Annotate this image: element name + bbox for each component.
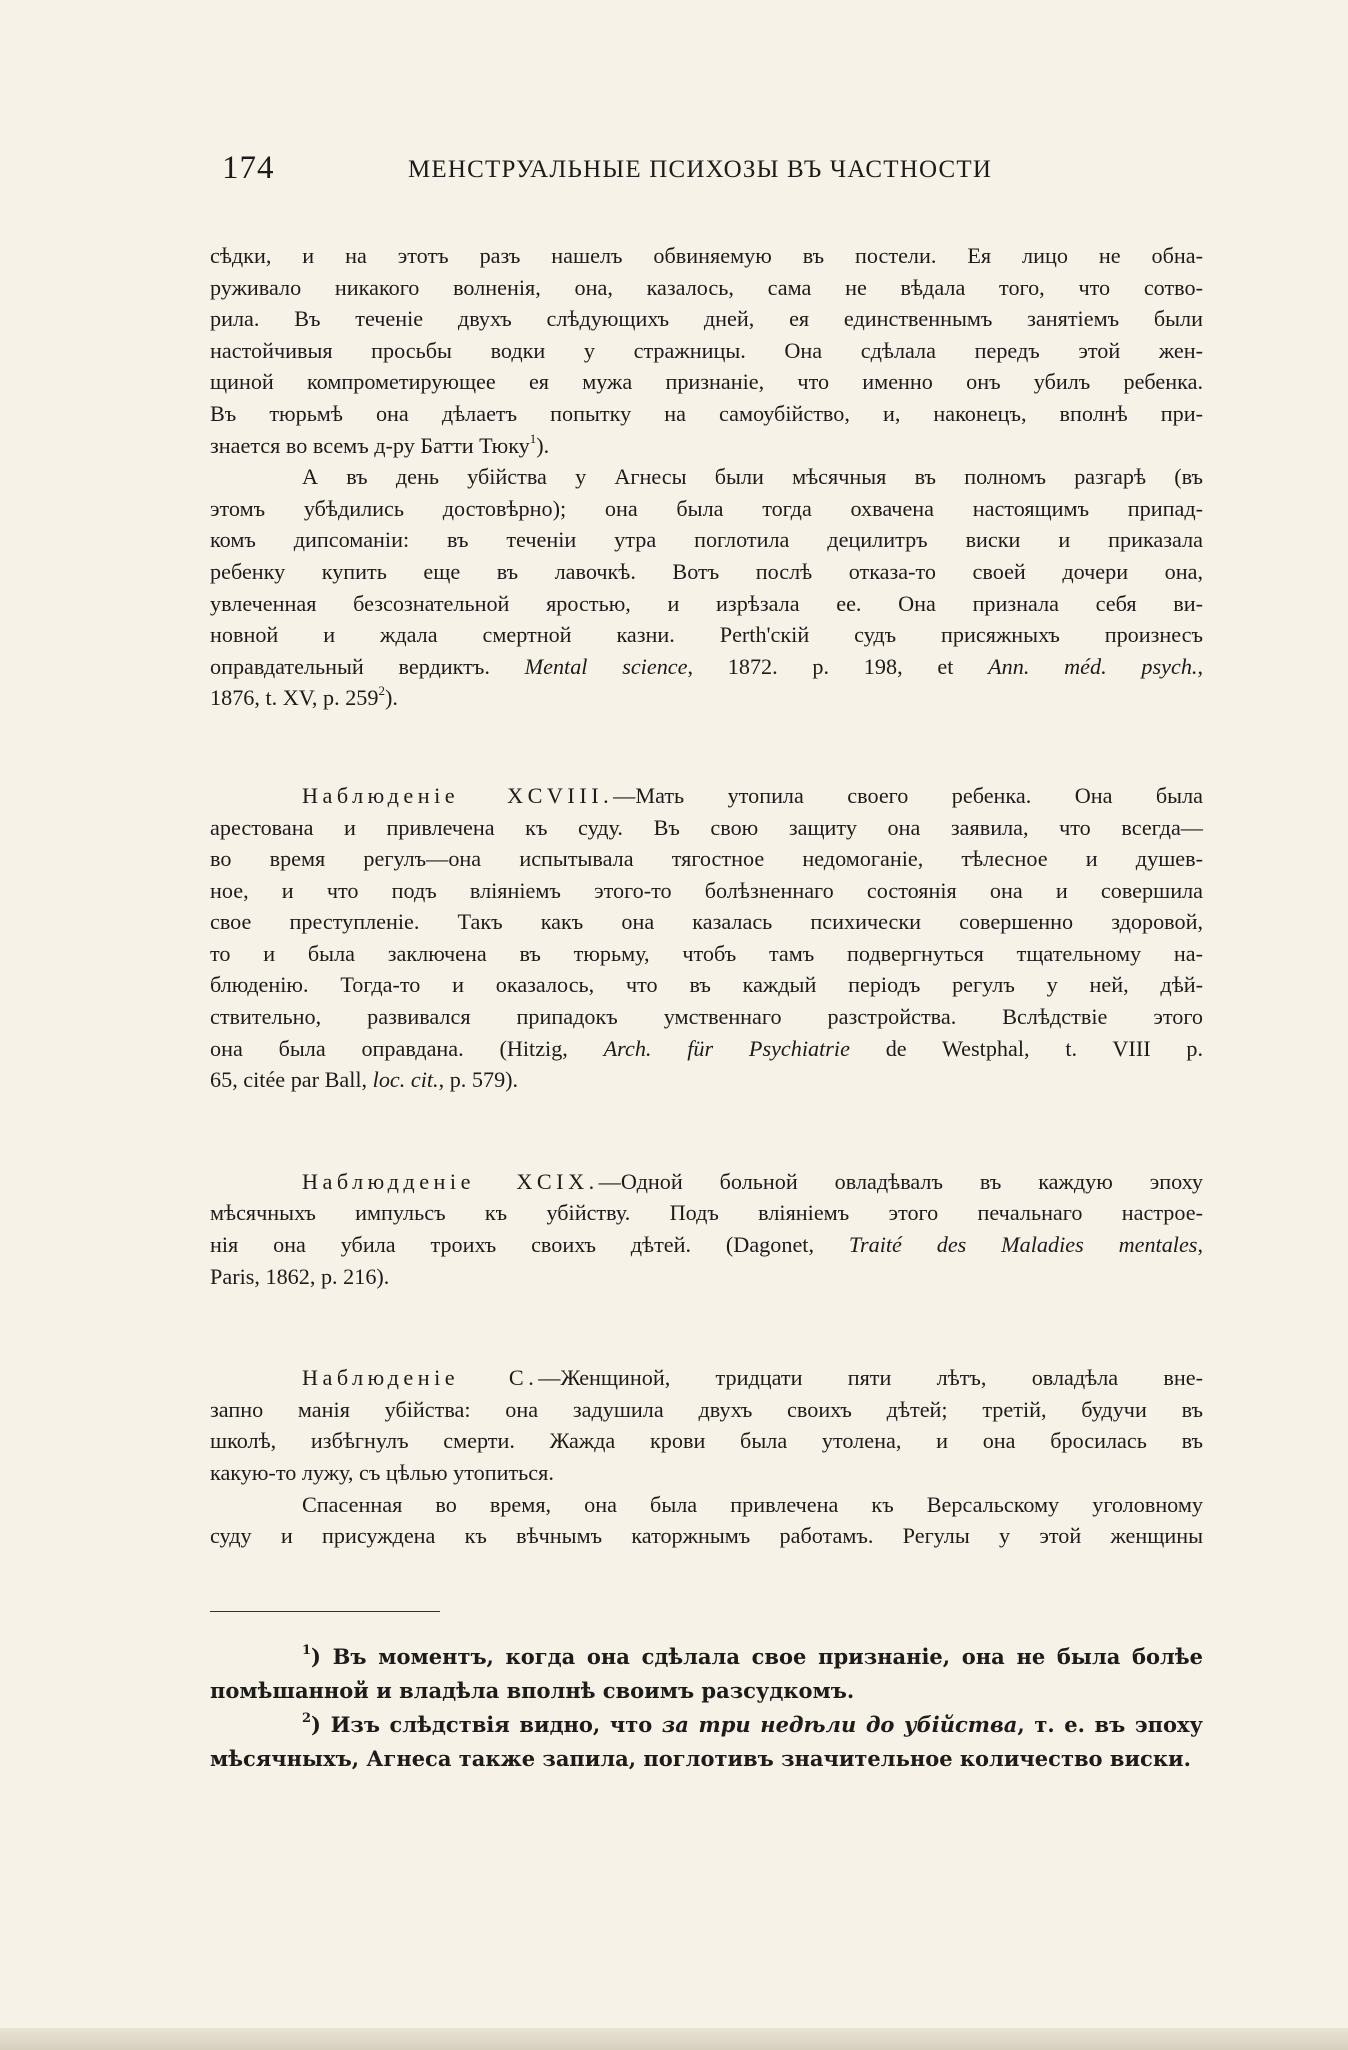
observation-100-line: Наблюденіе С.—Женщиной, тридцати пяти лѣтъ, овладѣла вне- bbox=[302, 1365, 1203, 1391]
text-line: рила. Въ теченіе двухъ слѣдующихъ дней, ея единственнымъ занятіемъ были bbox=[210, 306, 1203, 332]
text-line: Спасенная во время, она была привлечена къ Версальскому уголовному bbox=[302, 1491, 1203, 1517]
citation-title: loc. cit. bbox=[372, 1067, 439, 1093]
observation-label: Наблюдденіе XCIX. bbox=[302, 1168, 599, 1194]
text-line: ное, и что подъ вліяніемъ этого-то болѣзненнаго состоянія она и совершила bbox=[210, 877, 1203, 903]
text-line: увлеченная безсознательной яростью, и изрѣзала ее. Она признала себя ви- bbox=[210, 590, 1203, 616]
text-line: 65, citée par Ball, loc. cit., p. 579). bbox=[210, 1067, 519, 1093]
citation-title: Mental science bbox=[524, 653, 688, 679]
footnote-line: мѣсячныхъ, Агнеса также запила, поглотивъ значительное количество виски. bbox=[210, 1746, 1191, 1771]
footnote-line: помѣшанной и владѣла вполнѣ своимъ разсудкомъ. bbox=[210, 1678, 855, 1703]
text-line: какую-то лужу, съ цѣлью утопиться. bbox=[210, 1460, 554, 1485]
text-line: арестована и привлечена къ суду. Въ свою защиту она заявила, что всегда— bbox=[210, 814, 1203, 840]
text-line: щиной компрометирующее ея мужа признаніе, что именно онъ убилъ ребенка. bbox=[210, 369, 1203, 395]
text-line: настойчивыя просьбы водки у стражницы. Она сдѣлала передъ этой жен- bbox=[210, 337, 1203, 363]
text-line: во время регулъ—она испытывала тягостное недомоганіе, тѣлесное и душев- bbox=[210, 846, 1203, 872]
footnote-divider bbox=[210, 1611, 440, 1612]
running-title: МЕНСТРУАЛЬНЫЕ ПСИХОЗЫ ВЪ ЧАСТНОСТИ bbox=[408, 156, 993, 183]
citation-title: Ann. méd. psych. bbox=[988, 653, 1198, 679]
text-line: школѣ, избѣгнулъ смерти. Жажда крови была утолена, и она бросилась въ bbox=[210, 1428, 1203, 1454]
text-line: этомъ убѣдились достовѣрно); она была тогда охвачена настоящимъ припад- bbox=[210, 495, 1203, 521]
main-text bbox=[210, 240, 1203, 1552]
text-line: оправдательный вердиктъ. Mental science, 1872. p. 198, et Ann. méd. psych., bbox=[210, 653, 1204, 679]
text-line: комъ дипсоманіи: въ теченіи утра поглотила децилитръ виски и приказала bbox=[210, 527, 1203, 553]
footnote-2: $^2$) Изъ слѣдствія видно, что за три недѣли до убійства, т. е. въ эпоху bbox=[302, 1711, 1203, 1737]
text-line: Въ тюрьмѣ она дѣлаетъ попытку на самоубійство, и, наконецъ, вполнѣ при- bbox=[210, 400, 1203, 426]
footnote-ref-1[interactable]: 1 bbox=[529, 430, 537, 446]
text-line: нія она убила троихъ своихъ дѣтей. (Dagonet, Traité des Maladies mentales, bbox=[210, 1232, 1203, 1258]
text-line: А въ день убійства у Агнесы были мѣсячныя въ полномъ разгарѣ (въ bbox=[302, 464, 1203, 490]
text-line: руживало никакого волненія, она, казалось, сама не вѣдала того, что сотво- bbox=[210, 274, 1203, 300]
text-line: ребенку купить еще въ лавочкѣ. Вотъ послѣ отказа-то своей дочери она, bbox=[210, 558, 1203, 584]
text-line: суду и присуждена къ вѣчнымъ каторжнымъ работамъ. Регулы у этой женщины bbox=[210, 1523, 1203, 1549]
observation-98-line: Наблюденіе XCVIII.—Мать утопила своего ребенка. Она была bbox=[302, 782, 1203, 808]
citation-title: Traité des Maladies mentales bbox=[848, 1232, 1198, 1258]
page-number: 174 bbox=[222, 150, 275, 186]
text-line: она была оправдана. (Hitzig, Arch. für Psychiatrie de Westphal, t. VIII p. bbox=[210, 1035, 1204, 1061]
text-line: ствительно, развивался припадокъ умственнаго разстройства. Вслѣдствіе этого bbox=[210, 1004, 1203, 1030]
text-line: знается во всемъ д-ру Батти Тюку$^1$). bbox=[210, 430, 550, 458]
page-bottom-edge bbox=[0, 2028, 1348, 2050]
text-line: блюденію. Тогда-то и оказалось, что въ каждый періодъ регулъ у ней, дѣй- bbox=[210, 972, 1203, 998]
text-line: 1876, t. XV, p. $259^2$). bbox=[210, 683, 398, 711]
observation-99-line: Наблюдденіе XCIX.—Одной больной овладѣвалъ въ каждую эпоху bbox=[302, 1168, 1203, 1194]
text-line: запно манія убійства: она задушила двухъ своихъ дѣтей; третій, будучи въ bbox=[210, 1396, 1203, 1422]
text-line: сѣдки, и на этотъ разъ нашелъ обвиняемую въ постели. Ея лицо не обна- bbox=[210, 243, 1203, 268]
text-line: новной и ждала смертной казни. Perth'скій судъ присяжныхъ произнесъ bbox=[210, 622, 1203, 648]
text-line: то и была заключена въ тюрьму, чтобъ тамъ подвергнуться тщательному на- bbox=[210, 940, 1203, 966]
text-line: Paris, 1862, p. 216). bbox=[210, 1263, 390, 1289]
page-header bbox=[222, 150, 1028, 200]
footnotes bbox=[210, 1640, 1203, 1776]
observation-label: Наблюденіе С. bbox=[302, 1365, 539, 1391]
footnote-ref-2[interactable]: 2 bbox=[378, 683, 385, 699]
text-line: мѣсячныхъ импульсъ къ убійству. Подъ вліяніемъ этого печальнаго настрое- bbox=[210, 1200, 1203, 1226]
text-line: свое преступленіе. Такъ какъ она казалась психически совершенно здоровой, bbox=[210, 909, 1203, 935]
footnote-1: $^1$) Въ моментъ, когда она сдѣлала свое признаніе, она не была болѣе bbox=[302, 1643, 1203, 1669]
observation-label: Наблюденіе XCVIII. bbox=[302, 782, 614, 808]
citation-title: Arch. für Psychiatrie bbox=[603, 1035, 850, 1061]
